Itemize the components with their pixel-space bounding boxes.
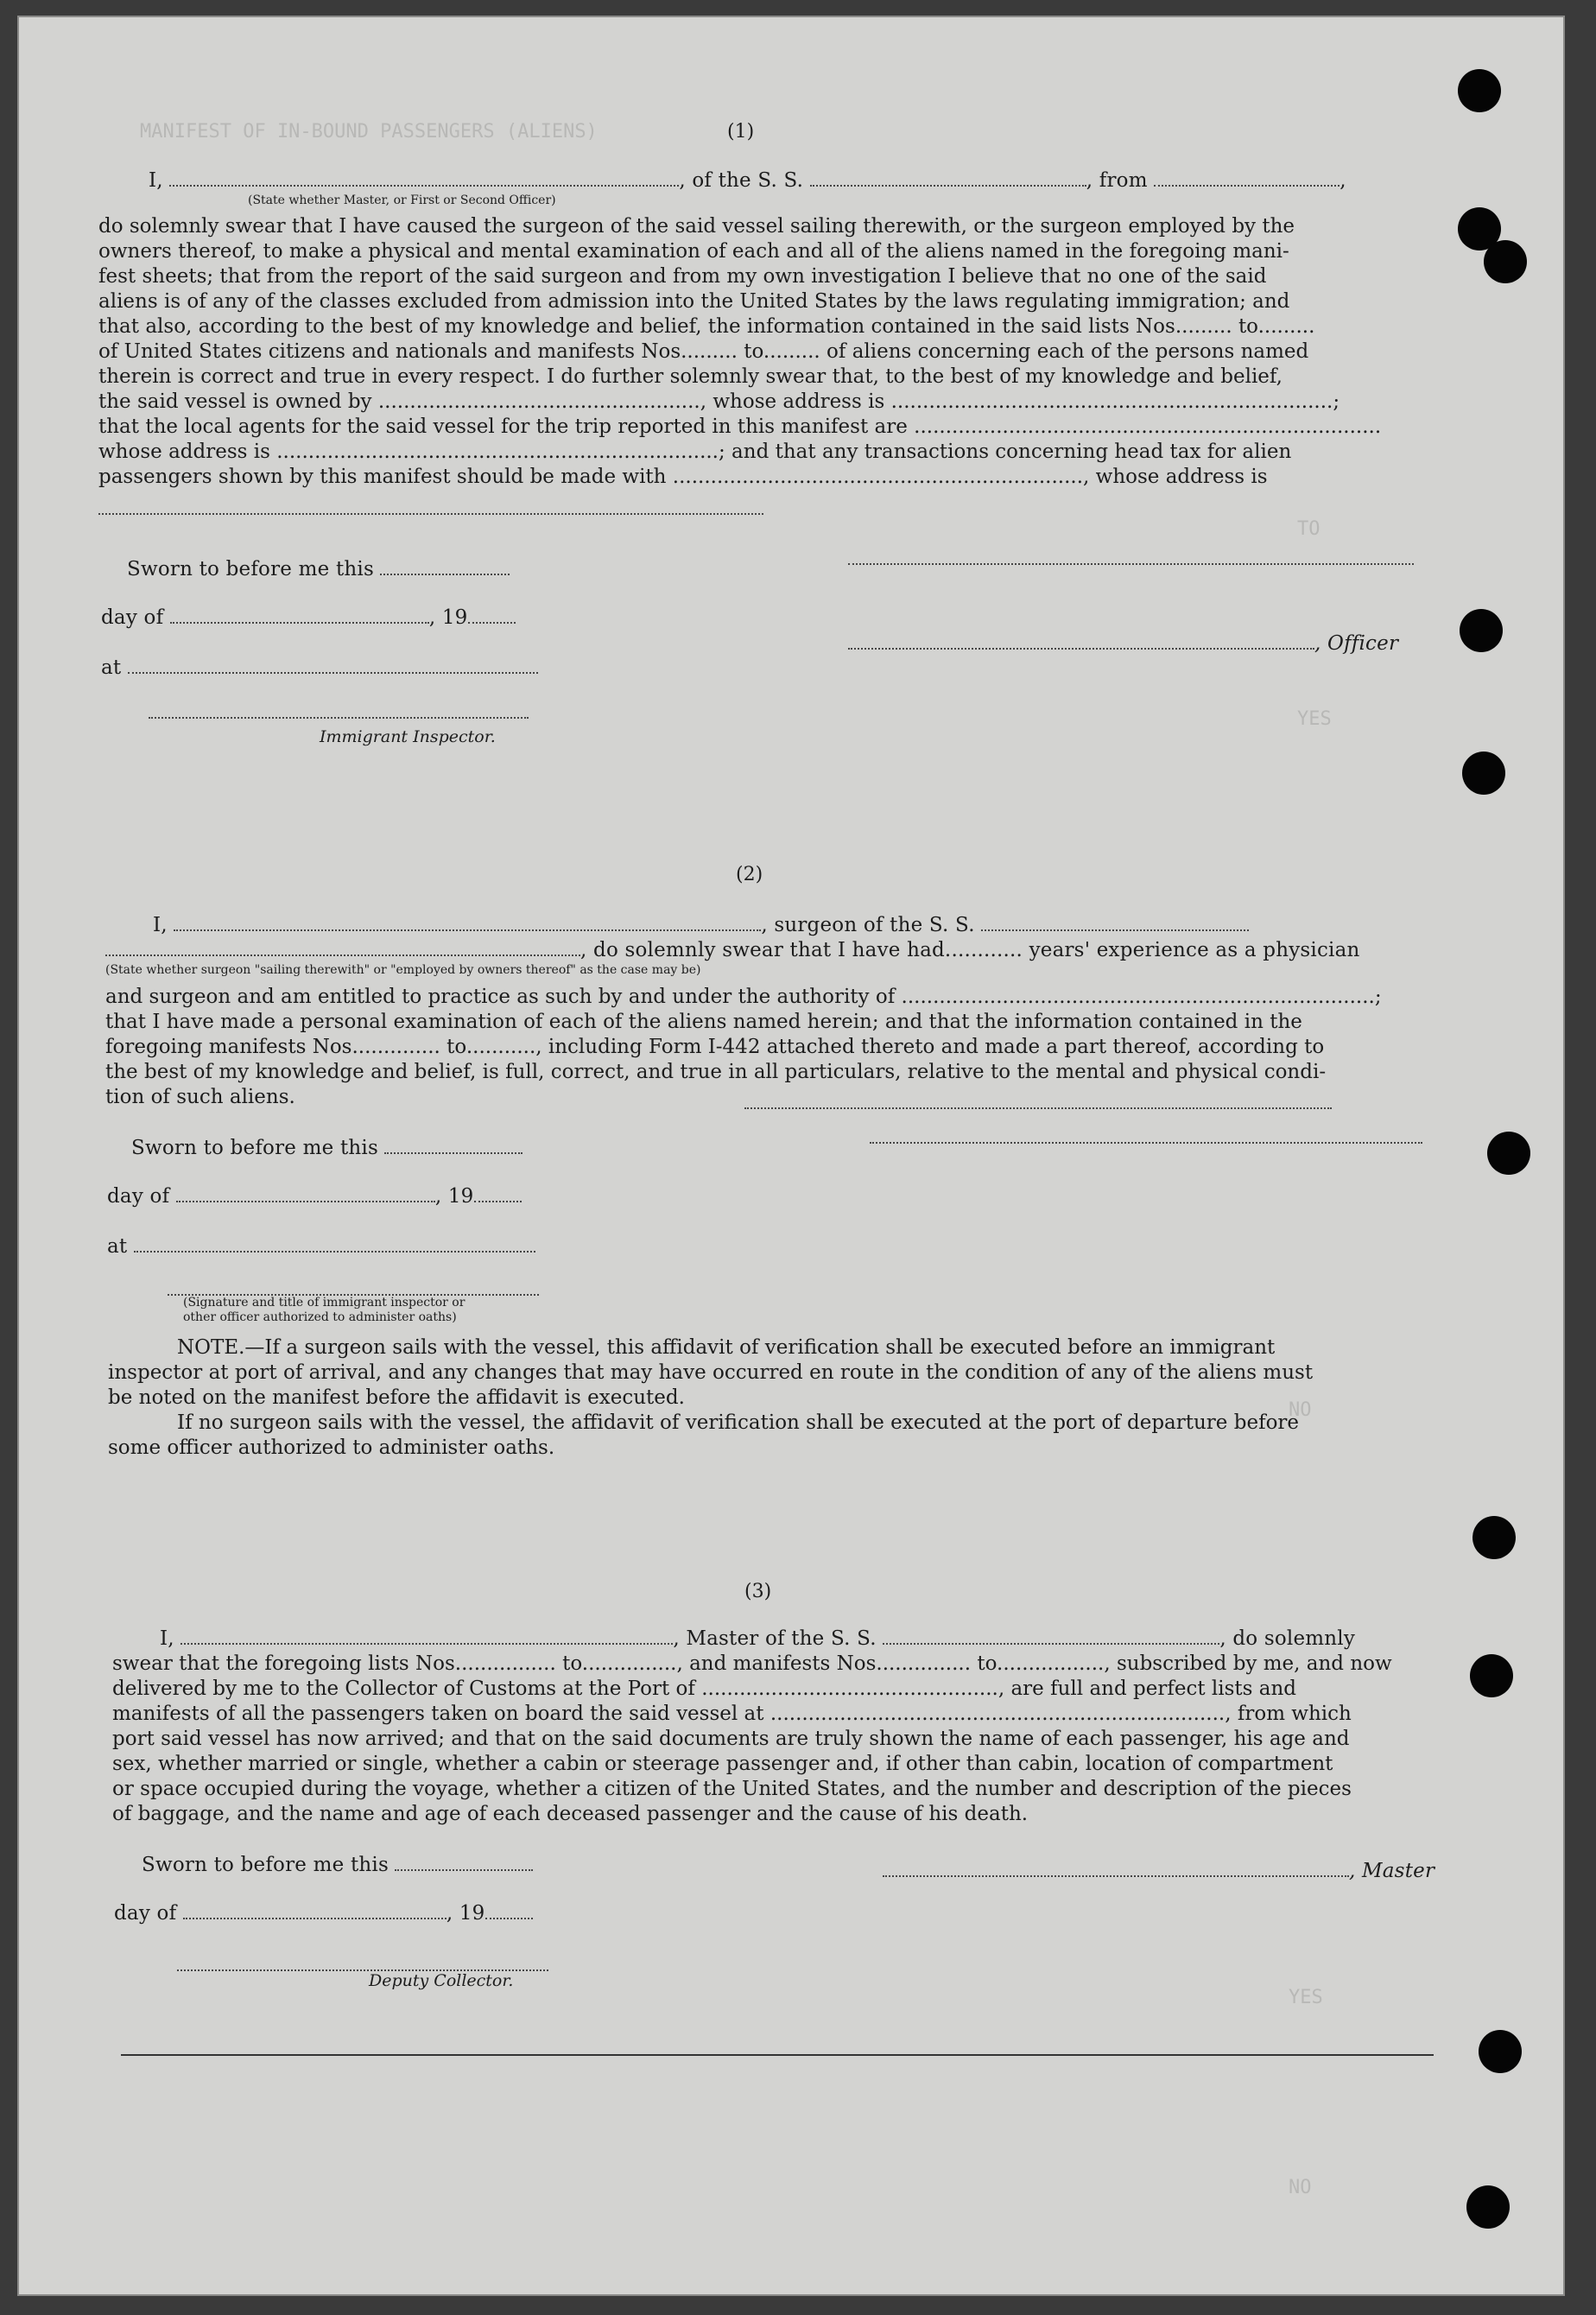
field-caption: (State whether surgeon "sailing therewith" or "employed by owners thereof" as the case may be) [105, 963, 701, 977]
field-caption: (State whether Master, or First or Second Officer) [248, 193, 556, 207]
master-signature-blank[interactable] [883, 1860, 1349, 1877]
sworn-day-blank[interactable] [380, 558, 510, 575]
date-blank[interactable] [183, 1902, 446, 1919]
place-blank[interactable] [128, 656, 538, 674]
section-number: (1) [727, 121, 755, 143]
officer-name-blank[interactable] [169, 169, 679, 187]
master-oath-paragraph: do solemnly swear that I have caused the surgeon of the said vessel sailing therewith, or the surgeon employed by the owners thereof, to make a physical and mental examination of each and all of the aliens named in the foregoing mani- fest sheets; that from the report of the said surgeon and from my own investigation I believe that no one of the said aliens is of any of the classes excluded from admission into the United States by the laws regulating immigration; and that also, according to the best of my knowledge and belief, the information contained in the said lists Nos......... to......... of United States citizens and nationals and manifests Nos......... to......... of aliens concerning each of the persons named therein is correct and true in every respect. I do further solemnly swear that, to the best of my knowledge and belief, the said vessel is owned by ..................................................., whose address is ......................................................................; that the local agents for the said vessel for the trip reported in this manifest are .......................................................................... whose address is ......................................................................; and that any transactions concerning head tax for alien passengers shown by this manifest should be made with ................................................................., whose address is [98, 215, 1382, 488]
surgeon-signature-blank[interactable] [744, 1106, 1332, 1109]
sworn-line: Sworn to before me this [142, 1854, 533, 1876]
master-oath-line: I, , of the S. S. , from , [149, 169, 1346, 192]
bleed-through-text: YES [1297, 708, 1332, 730]
master-name-blank[interactable] [180, 1627, 673, 1645]
inspector-signature-blank[interactable] [149, 715, 529, 719]
surgeon-oath-line-2: , do solemnly swear that I have had............ years' experience as a physician [105, 939, 1360, 961]
collector-label: Deputy Collector. [369, 1971, 514, 1990]
officer-line: , Officer [848, 632, 1398, 655]
bleed-through-text: NO [1289, 2177, 1312, 2198]
officer-title-blank[interactable] [848, 632, 1314, 650]
at-line: at [101, 656, 538, 679]
surgeon-oath-paragraph: and surgeon and am entitled to practice as such by and under the authority of ...........................................................................; that I have made a personal examination of each of the aliens named herein; and that the information contained in the foregoing manifests Nos.............. to..........., including Form I-442 attached thereto and made a part thereof, according to the best of my knowledge and belief, is full, correct, and true in all particulars, relative to the mental and physical condi- tion of such aliens. [105, 986, 1382, 1108]
punch-hole-icon [1472, 1516, 1516, 1559]
section-number: (2) [736, 864, 763, 885]
master-oath-line: I, , Master of the S. S. , do solemnly [160, 1627, 1356, 1650]
signature-caption: other officer authorized to administer oaths) [183, 1310, 457, 1324]
section-number: (3) [744, 1581, 772, 1602]
sworn-line: Sworn to before me this [131, 1137, 522, 1159]
address-blank[interactable] [98, 511, 763, 515]
inspector-label: Immigrant Inspector. [320, 727, 496, 746]
sworn-day-blank[interactable] [395, 1854, 533, 1871]
punch-hole-icon [1470, 1654, 1513, 1697]
port-from-blank[interactable] [1154, 169, 1340, 187]
year-blank[interactable] [468, 606, 516, 624]
bottom-rule [121, 2054, 1434, 2056]
date-line: day of , 19 [114, 1902, 533, 1925]
surgeon-note: NOTE.—If a surgeon sails with the vessel, this affidavit of verification shall be executed before an immigrant inspector at port of arrival, and any changes that may have occurred en route in the condition of any of the aliens must be noted on the manifest before the affidavit is executed. If no surgeon sails with the vessel, the affidavit of verification shall be executed at the port of departure before some officer authorized to administer oaths. [108, 1336, 1314, 1459]
vessel-name-blank[interactable] [883, 1627, 1219, 1645]
punch-hole-icon [1460, 609, 1503, 652]
bleed-through-text: NO [1289, 1399, 1312, 1421]
officer-signature-blank[interactable] [848, 561, 1414, 565]
sworn-line: Sworn to before me this [127, 558, 510, 580]
at-line: at [107, 1235, 535, 1258]
punch-hole-icon [1466, 2185, 1510, 2229]
date-line: day of , 19 [101, 606, 516, 629]
surgeon-name-blank[interactable] [174, 914, 761, 931]
punch-hole-icon [1458, 69, 1501, 112]
punch-hole-icon [1487, 1132, 1530, 1175]
date-blank[interactable] [176, 1185, 435, 1202]
bleed-through-text: YES [1289, 1987, 1323, 2008]
manifest-reverse-page [17, 16, 1565, 2296]
surgeon-oath-line: I, , surgeon of the S. S. [153, 914, 1249, 936]
year-blank[interactable] [485, 1902, 533, 1919]
punch-hole-icon [1484, 240, 1527, 283]
punch-hole-icon [1462, 752, 1505, 795]
master-signature-line: , Master [883, 1860, 1434, 1882]
date-line: day of , 19 [107, 1185, 522, 1208]
surgeon-title-blank[interactable] [870, 1140, 1422, 1144]
surgeon-status-blank[interactable] [105, 939, 580, 956]
master-oath-paragraph: swear that the foregoing lists Nos................ to..............., and manifests Nos............... to................., subscribed by me, and now delivered by me to the Collector of Customs at the Port of ..............................................., are full and perfect lists and manifests of all the passengers taken on board the said vessel at ........................................................................, from which port said vessel has now arrived; and that on the said documents are truly shown the name of each passenger, his age and sex, whether married or single, whether a cabin or steerage passenger and, if other than cabin, location of compartment or space occupied during the voyage, whether a citizen of the United States, and the number and description of the pieces of baggage, and the name and age of each deceased passenger and the cause of his death. [112, 1652, 1392, 1825]
bleed-through-text: MANIFEST OF IN-BOUND PASSENGERS (ALIENS) [140, 121, 598, 143]
year-blank[interactable] [474, 1185, 522, 1202]
surgeon-vessel-blank[interactable] [981, 914, 1249, 931]
signature-caption: (Signature and title of immigrant inspector or [183, 1296, 466, 1310]
vessel-name-blank[interactable] [810, 169, 1086, 187]
date-blank[interactable] [170, 606, 429, 624]
place-blank[interactable] [134, 1235, 535, 1253]
sworn-day-blank[interactable] [384, 1137, 522, 1154]
punch-hole-icon [1479, 2030, 1522, 2073]
bleed-through-text: TO [1297, 518, 1320, 540]
